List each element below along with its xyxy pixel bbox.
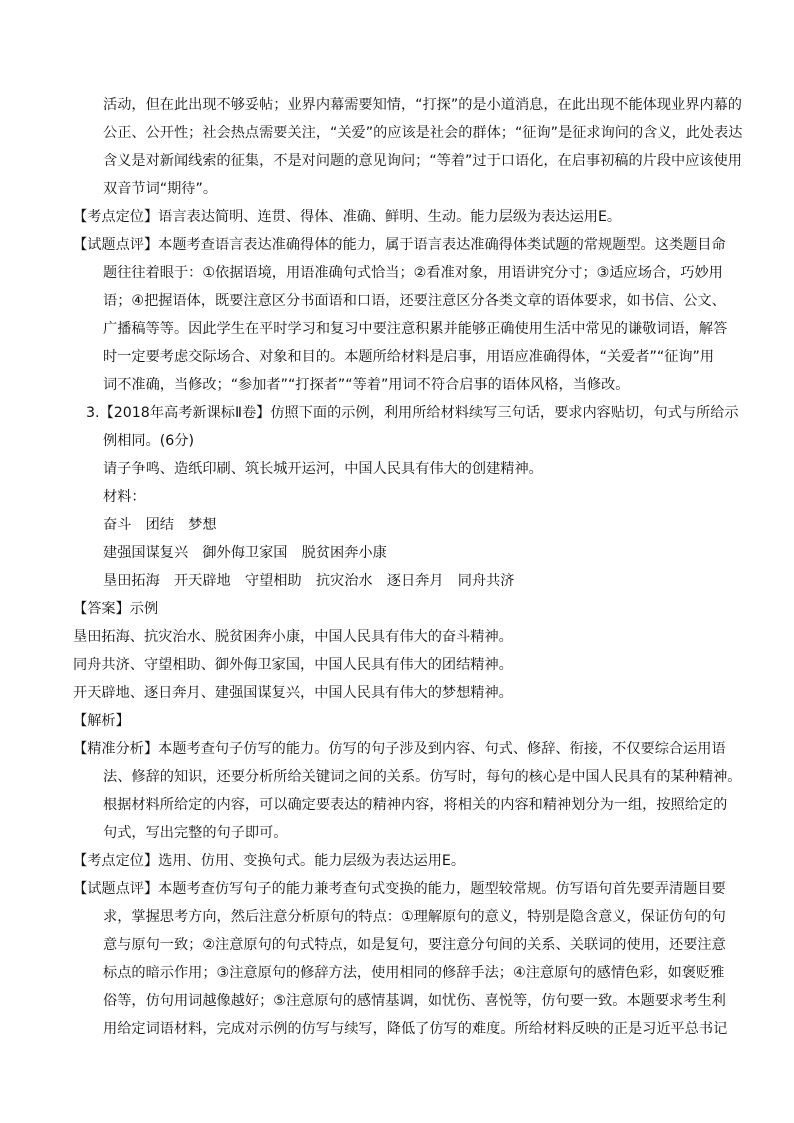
pingdian-line: 【试题点评】本题考查仿写句子的能力兼考查句式变换的能力，题型较常规。仿写语句首先要弄清题目要	[73, 881, 726, 897]
pingdian-line: 语；④把握语体，既要注意区分书面语和口语，还要注意区分各类文章的语体要求，如书信、公文、	[103, 293, 726, 309]
question-3-example: 请子争鸣、造纸印刷、筑长城开运河，中国人民具有伟大的创建精神。	[103, 461, 543, 477]
analysis-heading: 【解析】	[73, 713, 130, 729]
paragraph-line: 双音节词“期待”。	[103, 181, 218, 197]
precise-analysis-line: 法、修辞的知识，还要分析所给关键词之间的关系。仿写时，每句的核心是中国人民具有的某种精神。	[103, 769, 742, 785]
question-3-material: 垦田拓海 开天辟地 守望相助 抗灾治水 逐日奔月 同舟共济	[103, 573, 515, 589]
precise-analysis-line: 根据材料所给定的内容，可以确定要表达的精神内容，将相关的内容和精神划分为一组，按照给定的	[103, 797, 728, 813]
answer-line: 垦田拓海、抗灾治水、脱贫困奔小康，中国人民具有伟大的奋斗精神。	[73, 629, 513, 645]
pingdian-line: 时一定要考虑交际场合、对象和目的。本题所给材料是启事，用语应准确得体，“关爱者”“征询”用	[103, 349, 715, 365]
kaodian-line: 【考点定位】语言表达简明、连贯、得体、准确、鲜明、生动。能力层级为表达运用E。	[73, 209, 622, 225]
pingdian-line: 用给定词语材料，完成对示例的仿写与续写，降低了仿写的难度。所给材料反映的正是习近平总书记	[103, 1021, 728, 1037]
question-3-line: 例相同。(6分)	[103, 433, 195, 449]
pingdian-line: 题往往着眼于：①依据语境，用语准确句式恰当；②看准对象，用语讲究分寸；③适应场合，巧妙用	[103, 265, 723, 281]
pingdian-line: 广播稿等等。因此学生在平时学习和复习中要注意积累并能够正确使用生活中常见的谦敬词语，解答	[103, 321, 728, 337]
answer-line: 同舟共济、守望相助、御外侮卫家国，中国人民具有伟大的团结精神。	[73, 657, 513, 673]
pingdian-line: 【试题点评】本题考查语言表达准确得体的能力，属于语言表达准确得体类试题的常规题型。这类题目命	[73, 237, 726, 253]
pingdian-line: 意与原句一致；②注意原句的句式特点，如是复句，要注意分句间的关系、关联词的使用，还要注意	[103, 937, 726, 953]
kaodian-line: 【考点定位】选用、仿用、变换句式。能力层级为表达运用E。	[73, 853, 466, 869]
paragraph-line: 公正、公开性；社会热点需要关注，“关爱”的应该是社会的群体；“征询”是征求询问的含义，此处表达	[103, 125, 743, 141]
question-3-line: 3.【2018年高考新课标Ⅱ卷】仿照下面的示例，利用所给材料续写三句话，要求内容贴切，句式与所给示	[86, 405, 739, 421]
pingdian-line: 俗等，仿句用词越像越好；⑤注意原句的感情基调，如忧伤、喜悦等，仿句要一致。本题要求考生利	[103, 993, 726, 1009]
paragraph-line: 活动，但在此出现不够妥帖；业界内幕需要知情，“打探”的是小道消息，在此出现不能体现业界内幕的	[103, 97, 742, 113]
pingdian-line: 词不准确，当修改；“参加者”“打探者”“等着”用词不符合启事的语体风格，当修改。	[103, 377, 630, 393]
question-3-material-label: 材料：	[103, 489, 146, 505]
precise-analysis-line: 句式，写出完整的句子即可。	[103, 825, 288, 841]
question-3-material: 奋斗 团结 梦想	[103, 517, 217, 533]
paragraph-line: 含义是对新闻线索的征集，不是对问题的意见询问；“等着”过于口语化，在启事初稿的片段中应该使用	[103, 153, 742, 169]
question-3-material: 建强国谋复兴 御外侮卫家国 脱贫困奔小康	[103, 545, 387, 561]
pingdian-line: 求，掌握思考方向，然后注意分析原句的特点：①理解原句的意义，特别是隐含意义，保证仿句的句	[103, 909, 726, 925]
answer-line: 开天辟地、逐日奔月、建强国谋复兴，中国人民具有伟大的梦想精神。	[73, 685, 513, 701]
pingdian-line: 标点的暗示作用；③注意原句的修辞方法，使用相同的修辞手法；④注意原句的感情色彩，如褒贬雅	[103, 965, 725, 981]
answer-heading: 【答案】示例	[73, 601, 159, 617]
precise-analysis-line: 【精准分析】本题考查句子仿写的能力。仿写的句子涉及到内容、句式、修辞、衔接，不仅要综合运用语	[73, 741, 726, 757]
